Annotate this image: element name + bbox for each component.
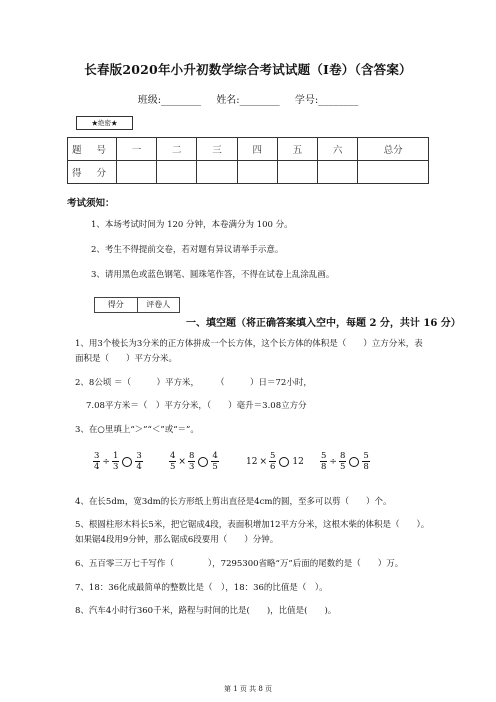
fraction: $\frac{8}{5}$ — [339, 451, 346, 472]
question-1: 1、用3个棱长为3分米的正方体拼成一个长方体，这个长方体的体积是（ ）立方分米，表面积是（ ）平方分米。 — [75, 339, 423, 364]
class-field[interactable]: 班级:________ — [137, 95, 202, 106]
page-footer: 第 1 页 共 8 页 — [223, 685, 273, 693]
table-row — [68, 138, 429, 161]
table-cell: 二 — [157, 138, 197, 161]
student-info — [0, 91, 496, 106]
name-field[interactable]: 姓名:________ — [216, 95, 280, 106]
table-cell: 三 — [197, 138, 237, 161]
page-title: 长春版2020年小升初数学综合考试试题（I卷）（含答案） — [84, 62, 412, 77]
score-cell[interactable] — [237, 161, 277, 184]
table-cell: 得 分 — [68, 161, 117, 184]
compare-expression-2: $\frac{4}{5}$ × $\frac{8}{3}$ $\frac{4}{5}$ — [170, 451, 218, 472]
secret-tag: ★绝密★ — [76, 116, 133, 130]
fraction: $\frac{4}{5}$ — [170, 451, 176, 472]
table-row — [68, 161, 429, 184]
table-cell: 五 — [277, 138, 317, 161]
question-3: 3、在○里填上“＞”“＜”或“＝”。 — [75, 425, 199, 435]
notice-item: 1、本场考试时间为 120 分钟，本卷满分为 100 分。 — [91, 220, 293, 230]
section-heading: 一、填空题（将正确答案填入空中，每题 2 分，共计 16 分） — [186, 318, 461, 329]
question-2b: 7.08平方米＝（ ）平方分米，（ ）毫升＝3.08立方分 — [86, 401, 307, 411]
notice-item: 3、请用黑色或蓝色钢笔、圆珠笔作答，不得在试卷上乱涂乱画。 — [91, 270, 335, 280]
fraction: $\frac{8}{3}$ — [188, 451, 195, 472]
score-cell[interactable] — [277, 161, 317, 184]
score-cell[interactable] — [358, 161, 429, 184]
compare-circle[interactable] — [198, 457, 208, 467]
compare-circle[interactable] — [122, 457, 132, 467]
grader-score-label: 得分 — [107, 300, 124, 309]
question-4: 4、在长5dm，宽3dm的长方形纸上剪出直径是4cm的圆，至多可以剪（ ）个。 — [75, 497, 392, 507]
question-6: 6、五百零三万七千写作（ ），7295300省略“万”后面的尾数约是（ ）万。 — [75, 559, 404, 569]
fraction: $\frac{4}{5}$ — [212, 451, 218, 472]
notice-item: 2、考生不得提前交卷，若对题有异议请举手示意。 — [91, 245, 284, 255]
question-8: 8、汽车4小时行360千米，路程与时间的比是( )，比值是( )。 — [75, 606, 337, 616]
question-7: 7、18：36化成最简单的整数比是（ ），18：36的比值是（ ）。 — [75, 583, 328, 593]
compare-expression-1: $\frac{3}{4}$ ÷ $\frac{1}{3}$ $\frac{3}{4}$ — [94, 451, 142, 472]
question-2a: 2、8公顷 ＝（ ）平方米， （ ）日＝72小时， — [75, 378, 312, 388]
table-cell: 题 号 — [68, 138, 117, 161]
compare-circle[interactable] — [279, 457, 289, 467]
table-cell: 总分 — [358, 138, 429, 161]
grader-box — [94, 297, 180, 313]
compare-circle[interactable] — [349, 457, 359, 467]
compare-expression-3: 12 × $\frac{5}{6}$ 12 — [246, 451, 304, 472]
table-cell: 四 — [237, 138, 277, 161]
score-table — [67, 137, 429, 184]
id-field[interactable]: 学号:________ — [294, 95, 359, 106]
grader-name-label: 评卷人 — [137, 298, 180, 312]
fraction: $\frac{5}{8}$ — [363, 451, 369, 472]
fraction: $\frac{5}{6}$ — [270, 451, 276, 472]
table-cell: 六 — [318, 138, 358, 161]
score-cell[interactable] — [117, 161, 157, 184]
fraction: $\frac{1}{3}$ — [112, 451, 119, 472]
score-cell[interactable] — [197, 161, 237, 184]
score-cell[interactable] — [318, 161, 358, 184]
table-cell: 一 — [117, 138, 157, 161]
fraction: $\frac{3}{4}$ — [94, 451, 100, 472]
compare-expression-4: $\frac{5}{8}$ ÷ $\frac{8}{5}$ $\frac{5}{8}$ — [321, 451, 369, 472]
notice-heading: 考试须知： — [67, 198, 115, 209]
score-cell[interactable] — [157, 161, 197, 184]
fraction: $\frac{5}{8}$ — [321, 451, 327, 472]
question-5: 5、根圆柱形木料长5米，把它锯成4段，表面积增加12平方分米，这根木柴的体积是（ ）。如果锯4段用9分钟，那么锯成6段要用（ ）分钟。 — [75, 520, 430, 545]
fraction: $\frac{3}{4}$ — [136, 451, 142, 472]
